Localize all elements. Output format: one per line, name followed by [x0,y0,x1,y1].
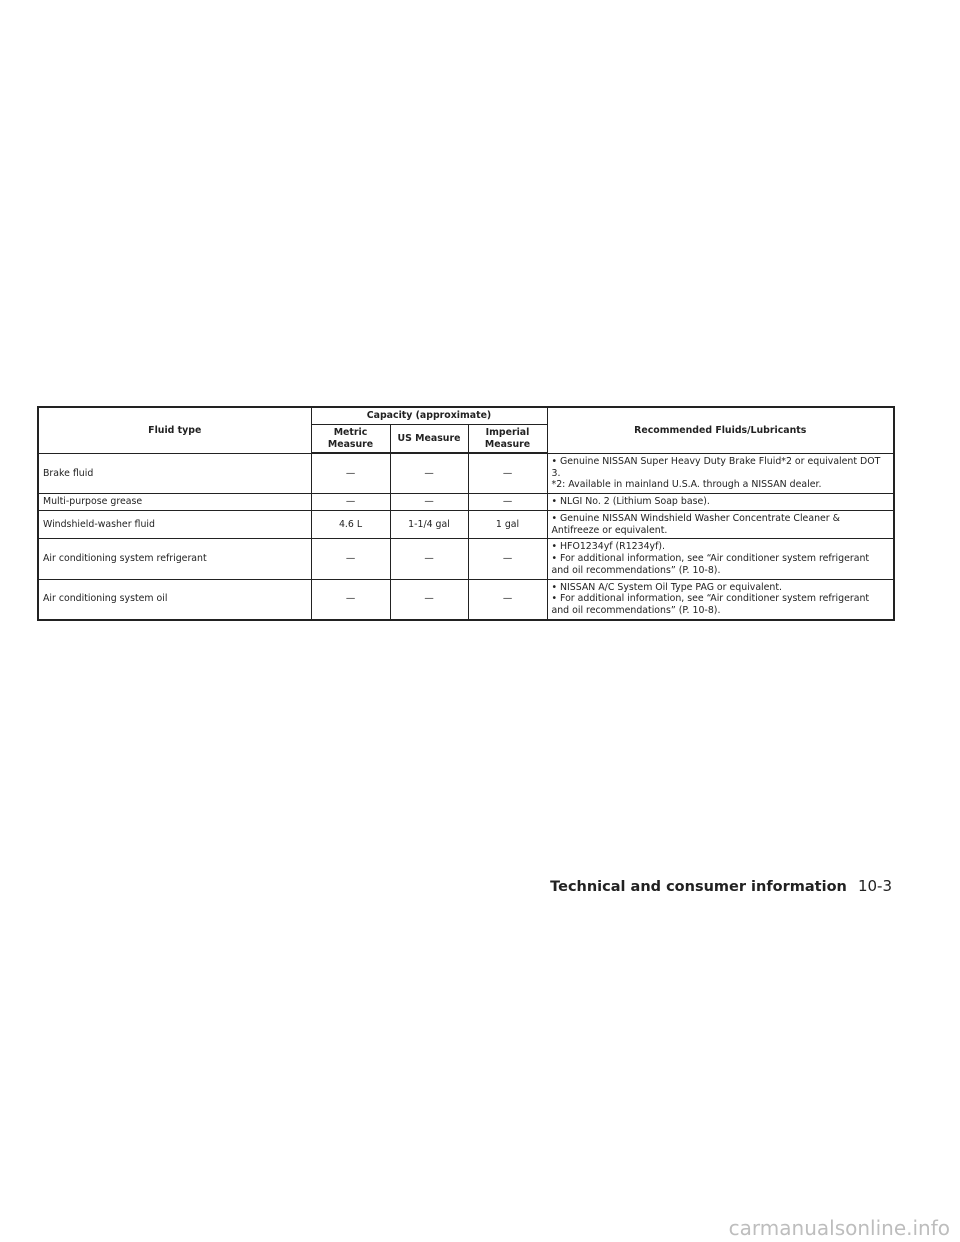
row-fluid-name: Multi-purpose grease [38,494,311,511]
fluid-capacity-table [37,406,895,621]
row-fluid-name: Air conditioning system refrigerant [38,539,311,579]
recommendation-line: • Genuine NISSAN Super Heavy Duty Brake Fluid*2 or equivalent DOT 3. [551,455,881,479]
row-recommended [547,453,894,493]
row-metric: 4.6 L [311,510,390,539]
table-row [38,579,894,620]
recommendation-line: • HFO1234yf (R1234yf). [551,541,666,553]
header-recommended: Recommended Fluids/Lubricants [547,407,894,453]
row-metric: — [311,453,390,493]
recommendation-line: • For additional information, see “Air conditioner system refrigerant and oil recommendations” (P. 10-8). [551,553,870,576]
row-recommended [547,539,894,579]
row-imperial: — [468,494,547,511]
recommendation-line: • NLGI No. 2 (Lithium Soap base). [551,496,710,507]
row-us: — [390,539,468,579]
table-row [38,510,894,539]
site-watermark[interactable]: carmanualsonline.info [728,1216,950,1240]
table-row [38,453,894,493]
row-recommended [547,494,894,511]
page-number: 10-3 [857,877,892,895]
row-fluid-name: Brake fluid [38,453,311,493]
header-fluid-type: Fluid type [38,407,311,453]
recommendation-line: *2: Available in mainland U.S.A. through a NISSAN dealer. [551,479,822,491]
header-metric: Metric Measure [311,424,390,453]
row-fluid-name: Air conditioning system oil [38,579,311,620]
row-us: — [390,494,468,511]
recommendation-line: • For additional information, see “Air conditioner system refrigerant and oil recommendations” (P. 10-8). [551,593,870,616]
header-capacity: Capacity (approximate) [311,407,547,424]
row-us: 1-1/4 gal [390,510,468,539]
recommendation-line: • Genuine NISSAN Windshield Washer Concentrate Cleaner & Antifreeze or equivalent. [551,512,840,536]
table-row [38,539,894,579]
row-imperial: 1 gal [468,510,547,539]
table-row [38,494,894,511]
header-us: US Measure [390,424,468,453]
section-title: Technical and consumer information [550,879,847,895]
row-fluid-name: Windshield-washer fluid [38,510,311,539]
row-imperial: — [468,453,547,493]
row-recommended [547,579,894,620]
row-us: — [390,579,468,620]
row-metric: — [311,539,390,579]
row-metric: — [311,494,390,511]
row-imperial: — [468,579,547,620]
page-footer [550,876,892,895]
row-metric: — [311,579,390,620]
row-recommended [547,510,894,539]
row-us: — [390,453,468,493]
header-imperial: Imperial Measure [468,424,547,453]
table-header-row [38,407,894,424]
row-imperial: — [468,539,547,579]
recommendation-line: • NISSAN A/C System Oil Type PAG or equivalent. [551,581,783,593]
